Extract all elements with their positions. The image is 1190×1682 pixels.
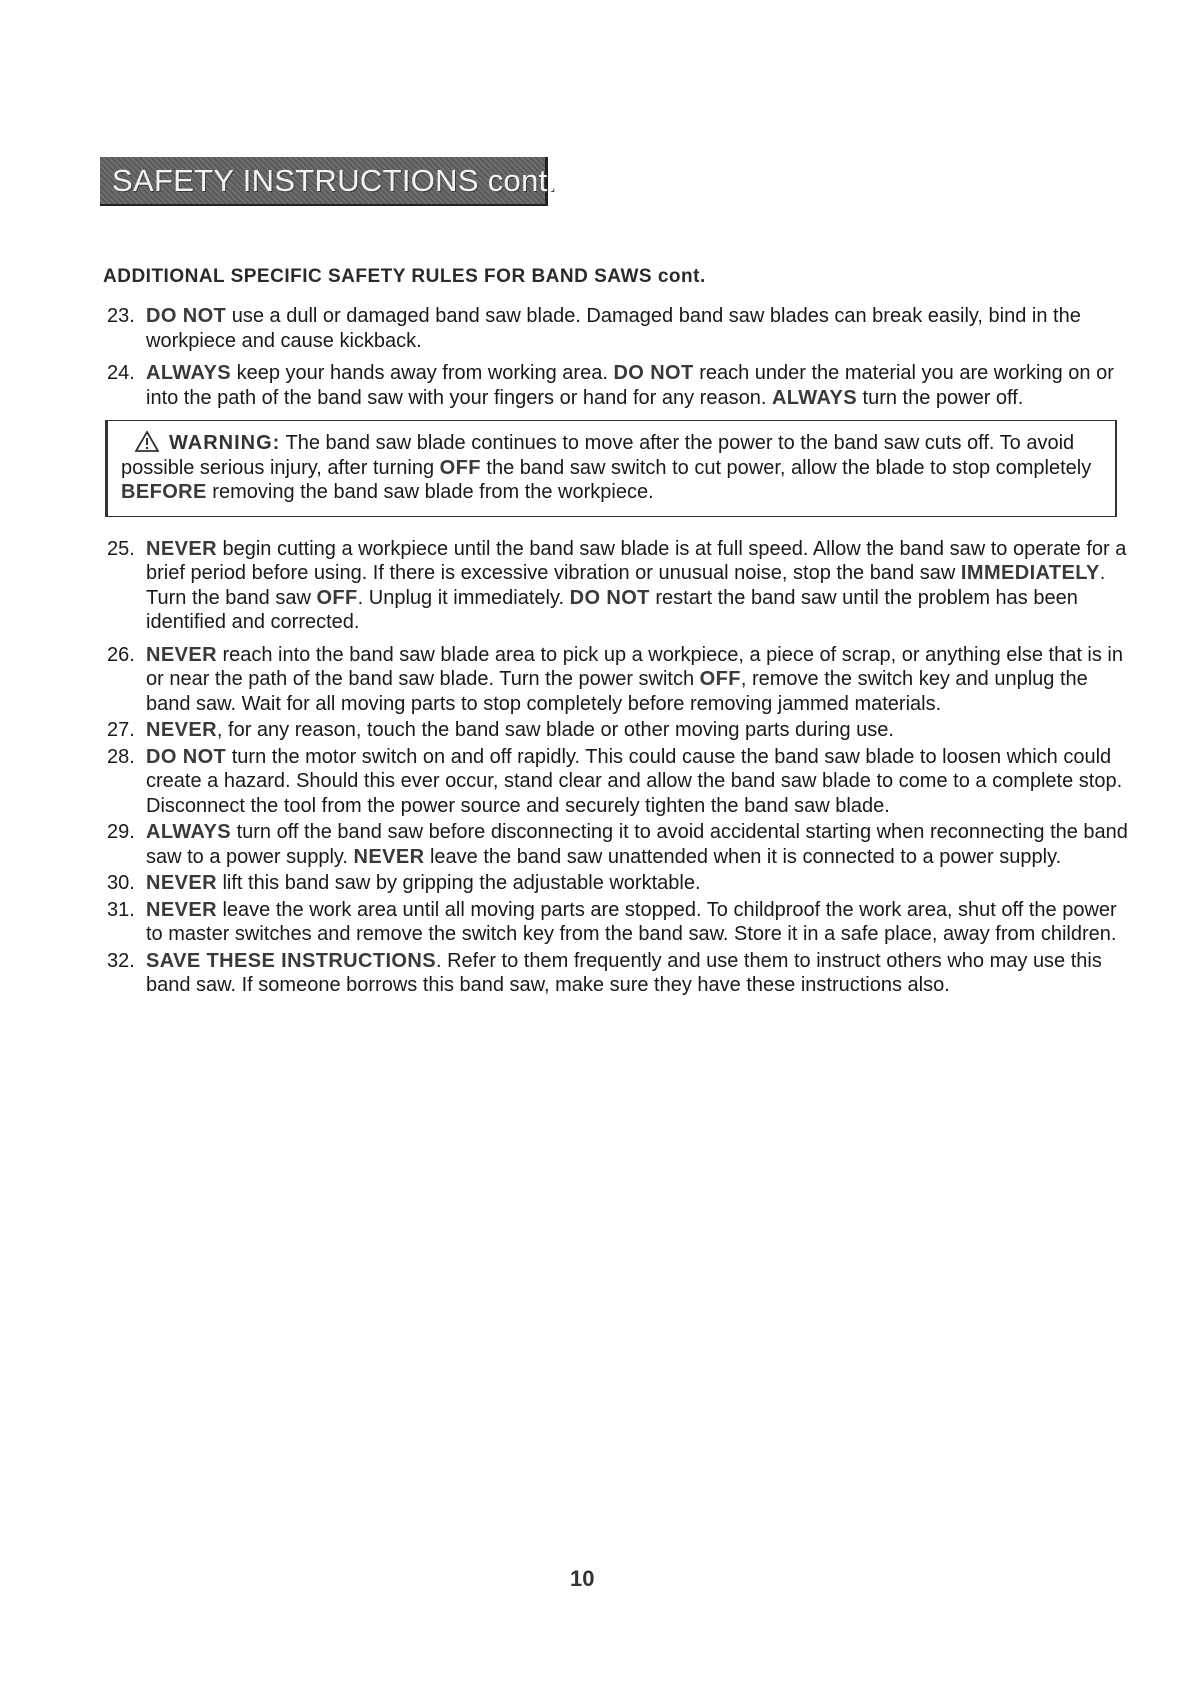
section-subheading: ADDITIONAL SPECIFIC SAFETY RULES FOR BAND SAWS cont. [103,266,706,287]
rule-text: , remove the switch key and unplug the band saw. Wait for all moving parts to stop completely before removing jammed materials. [146,668,1088,715]
rule-keyword: OFF [316,586,358,609]
rule-text: reach under the material you are working on or into the path of the band saw with your fingers or hand for any reason. [146,362,1114,409]
rule-keyword: NEVER [146,643,217,666]
rule-number: 30. [107,872,135,894]
rule-28 [107,745,1132,819]
rule-keyword: ALWAYS [771,386,857,409]
rule-text: leave the band saw unattended when it is connected to a power supply. [424,845,1062,868]
rule-27 [107,718,1132,743]
rule-text: turn the motor switch on and off rapidly. This could cause the band saw blade to loosen which could create a hazard. Should this ever occur, stand clear and allow the band saw blade to come to a complete stop. Disconnect the tool from the power source and securely tighten the band saw blade. [146,745,1123,817]
rule-text: , for any reason, touch the band saw blade or other moving parts during use. [216,719,894,741]
warning-text: removing the band saw blade from the workpiece. [206,481,654,503]
warning-keyword: BEFORE [121,481,207,503]
rule-keyword: ALWAYS [146,821,232,843]
rule-keyword: NEVER [353,845,425,868]
rule-keyword: DO NOT [613,362,694,384]
rule-text: restart the band saw until the problem has been identified and corrected. [146,586,1078,633]
rule-32 [107,949,1132,998]
rule-text: turn the power off. [856,386,1024,409]
rule-keyword: OFF [699,668,741,690]
rule-text: keep your hands away from working area. [231,362,614,384]
rule-keyword: SAVE THESE INSTRUCTIONS [146,949,436,972]
rule-keyword: ALWAYS [146,362,232,384]
rule-text: . Refer to them frequently and use them to instruct others who may use this band saw. If someone borrows this band saw, make sure they have these instructions also. [146,949,1102,996]
rule-text: reach into the band saw blade area to pick up a workpiece, a piece of scrap, or anything else that is in or near the path of the band saw blade. Turn the power switch [146,643,1123,690]
rule-number: 32. [107,949,135,972]
rule-24 [107,361,1132,410]
rule-keyword: IMMEDIATELY [960,562,1100,584]
rules-list [107,304,1132,1000]
warning-keyword: OFF [439,456,481,479]
rule-text: . Turn the band saw [146,562,1106,609]
warning-text: The band saw blade continues to move after the power to the band saw cuts off. To avoid possible serious injury, after turning [121,432,1075,479]
rule-29 [107,820,1132,869]
rule-30 [107,871,1132,896]
rule-text: leave the work area until all moving parts are stopped. To childproof the work area, shut off the power to master switches and remove the switch key from the band saw. Store it in a safe place, away from children. [146,898,1117,945]
warning-label: WARNING: [169,432,281,454]
rule-text: use a dull or damaged band saw blade. Damaged band saw blades can break easily, bind in the workpiece and cause kickback. [146,305,1081,352]
rule-23 [107,304,1132,353]
rule-keyword: NEVER [146,872,217,894]
rule-keyword: NEVER [146,537,217,560]
rule-keyword: DO NOT [146,745,227,768]
rule-25 [107,537,1132,635]
rule-number: 29. [107,821,135,843]
rule-number: 28. [107,745,135,768]
warning-box [105,420,1117,517]
rule-text: turn off the band saw before disconnecting it to avoid accidental starting when reconnecting the band saw to a power supply. [146,821,1128,868]
rule-number: 24. [107,362,135,384]
rule-text: begin cutting a workpiece until the band saw blade is at full speed. Allow the band saw to operate for a brief period before using. If there is excessive vibration or unusual noise, stop the band saw [146,537,1127,584]
rule-number: 27. [107,719,135,741]
section-banner [100,157,557,206]
rule-text: lift this band saw by gripping the adjustable worktable. [216,872,701,894]
rule-31 [107,898,1132,947]
rule-number: 23. [107,305,135,327]
rule-keyword: DO NOT [146,305,227,327]
rule-text: . Unplug it immediately. [357,586,570,609]
rule-keyword: NEVER [146,719,217,741]
rule-number: 26. [107,643,135,666]
rule-26 [107,643,1132,717]
warning-triangle-icon [135,430,159,452]
rule-number: 25. [107,537,135,560]
page-number: 10 [570,1566,595,1591]
rule-number: 31. [107,898,135,921]
rule-keyword: DO NOT [569,586,650,609]
rule-keyword: NEVER [146,898,217,921]
banner-title: SAFETY INSTRUCTIONS cont. [112,163,557,198]
warning-text: the band saw switch to cut power, allow the blade to stop completely [480,456,1092,479]
